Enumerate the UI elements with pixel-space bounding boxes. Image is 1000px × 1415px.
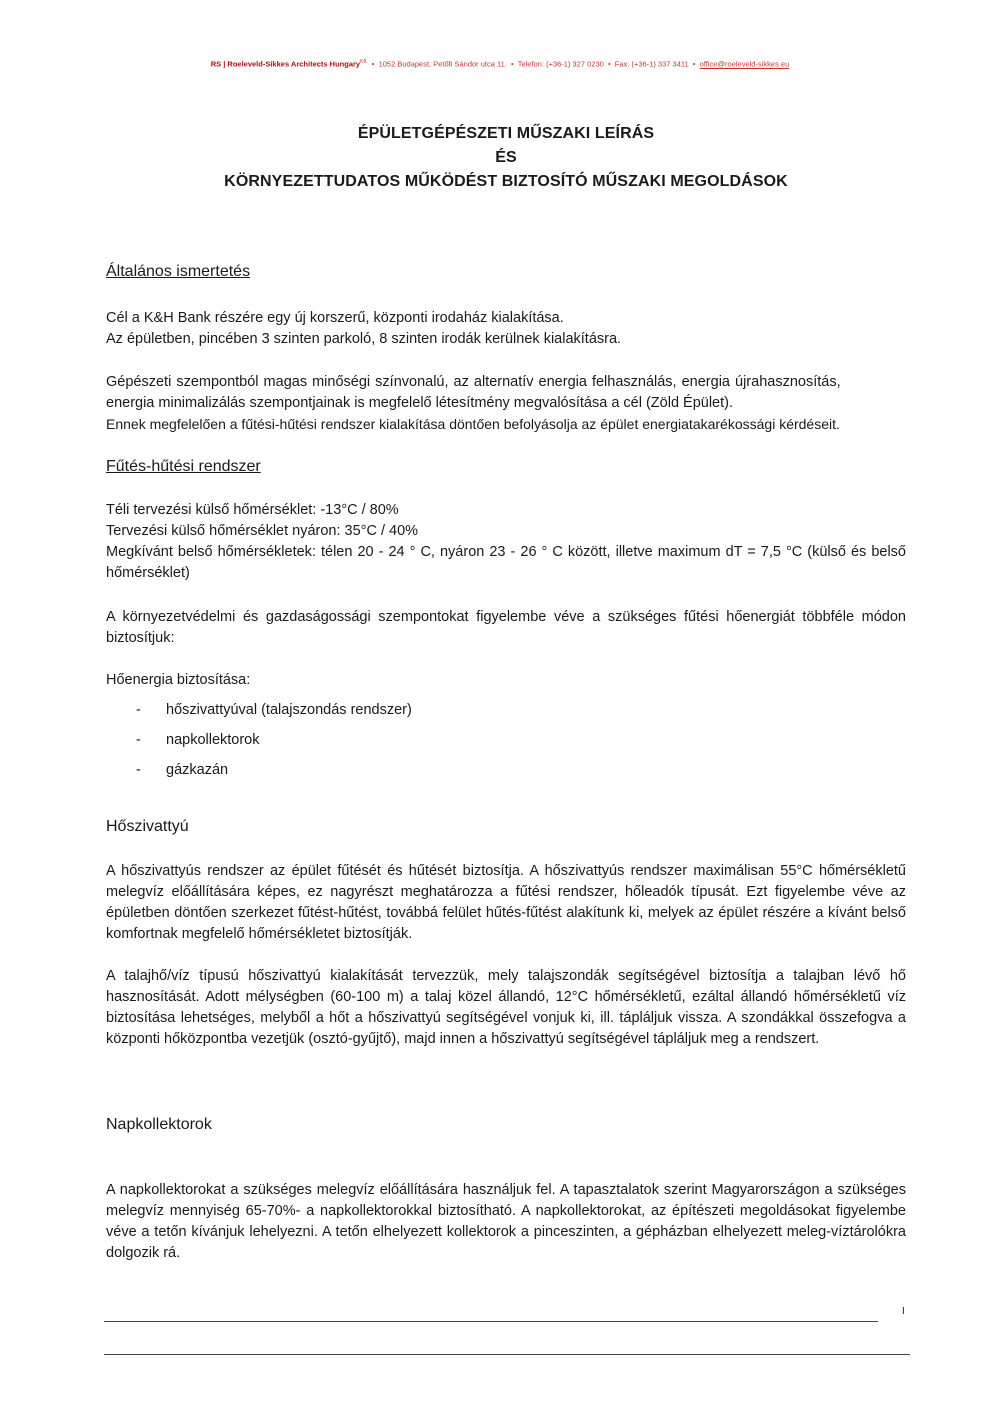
bullet-dash: -	[136, 702, 141, 718]
heatpump-paragraph-2: A talajhő/víz típusú hőszivattyú kialakítását tervezzük, mely talajszondák segítségével biztosítja a talajban lévő hő hasznosítását. Adott mélységben (60-100 m) a talaj közel állandó, 12°C hőmérsékletű, ezáltal állandó hőmérsékletű víz biztosítása lehetséges, melyből a hőt a hőszivattyú segítségével vonjuk ki, ill. tápláljuk vissza. A szondákkal összefogva a központi hőközpontba vezetjük (osztó-gyűjtő), majd innen a hőszivattyú segítségével tápláljuk meg a rendszert.	[106, 968, 906, 1047]
general-p2-line-1: Gépészeti szempontból magas minőségi színvonalú, az alternatív energia felhasználás, energia újrahasznosítás,	[106, 374, 841, 390]
title-line-2: ÉS	[495, 149, 517, 166]
list-item-text: hőszivattyúval (talajszondás rendszer)	[166, 702, 412, 718]
title-line-1: ÉPÜLETGÉPÉSZETI MŰSZAKI LEÍRÁS	[357, 125, 655, 142]
letterhead-brand-sup: Kft.	[360, 59, 368, 65]
heading-heating: Fűtés-hűtési rendszer	[106, 458, 261, 475]
list-item-text: napkollektorok	[166, 732, 260, 748]
footer-rule-lower	[104, 1354, 910, 1355]
list-item	[106, 730, 806, 760]
heading-general: Általános ismertetés	[106, 263, 251, 280]
bullet-dash: -	[136, 732, 141, 748]
footer-rule-upper	[104, 1321, 878, 1322]
general-p1-line-2: Az épületben, pincében 3 szinten parkoló, 8 szinten irodák kerülnek kialakításra.	[106, 331, 622, 347]
letterhead-phone: Telefon: (+36-1) 327 0230	[517, 59, 604, 69]
letterhead-brand: RS | Roeleveld-Sikkes Architects Hungary	[210, 59, 361, 69]
list-item-text: gázkazán	[166, 762, 229, 778]
heatpump-paragraph-1: A hőszivattyús rendszer az épület fűtését és hűtését biztosítja. A hőszivattyús rendszer maximálisan 55°C hőmérsékletű melegvíz előállítására képes, ez nagyrészt meghatározza a fűtési rendszer, hőleadók típusát. Ezt figyelembe véve az épületben döntően szerkezet fűtést-hűtést, továbbá felület hűtés-fűtést alakítunk ki, melyek az épület részére a kívánt belső komfortnak megfelelő hőmérsékletet biztosítják.	[106, 863, 906, 942]
list-item	[106, 760, 806, 790]
general-paragraph-2	[106, 372, 906, 435]
letterhead: RS | Roeleveld-Sikkes Architects Hungary$^{Kft.}$ • 1052 Budapest, Petőfi Sándor utca 11. • Telefon: (+36-1) 327 0230 • Fax: (+36-1) 337 3411 • office@roeleveld-sikkes.eu	[210, 59, 790, 69]
letterhead-address: 1052 Budapest, Petőfi Sándor utca 11.	[378, 59, 507, 69]
page-number: I	[902, 1306, 905, 1317]
heading-solar: Napkollektorok	[106, 1116, 212, 1133]
heating-supply-list	[106, 700, 806, 790]
document-title	[100, 122, 912, 194]
heating-line-1: Téli tervezési külső hőmérséklet: -13°C / 80%	[106, 502, 399, 518]
title-line-3: KÖRNYEZETTUDATOS MŰKÖDÉST BIZTOSÍTÓ MŰSZAKI MEGOLDÁSOK	[224, 173, 788, 190]
general-paragraph-1	[106, 308, 906, 350]
general-p1-line-1: Cél a K&H Bank részére egy új korszerű, központi irodaház kialakítása.	[106, 310, 564, 326]
heating-temps	[106, 500, 906, 542]
letterhead-fax: Fax: (+36-1) 337 3411	[614, 59, 689, 69]
heading-heatpump: Hőszivattyú	[106, 818, 189, 835]
heating-paragraph-2: A környezetvédelmi és gazdaságossági szempontokat figyelembe véve a szükséges fűtési hőenergiát többféle módon biztosítjuk:	[106, 609, 906, 646]
letterhead-email[interactable]: office@roeleveld-sikkes.eu	[699, 59, 790, 69]
heating-line-2: Tervezési külső hőmérséklet nyáron: 35°C / 40%	[106, 523, 419, 539]
general-p2-line-3: Ennek megfelelően a fűtési-hűtési rendszer kialakítása döntően befolyásolja az épület energiatakarékossági kérdéseit.	[106, 416, 840, 432]
heating-supply-label: Hőenergia biztosítása:	[106, 672, 251, 688]
general-p2-line-2: energia minimalizálás szempontjainak is megfelelő létesítmény megvalósítása a cél (Zöld Épület).	[106, 395, 734, 411]
heating-line-3: Megkívánt belső hőmérsékletek: télen 20 - 24 ° C, nyáron 23 - 26 ° C között, illetve maximum dT = 7,5 °C (külső és belső hőmérséklet)	[106, 544, 906, 581]
bullet-dash: -	[136, 762, 141, 778]
solar-paragraph-1: A napkollektorokat a szükséges melegvíz előállítására használjuk fel. A tapasztalatok szerint Magyarországon a szükséges melegvíz mennyiség 65-70%- a napkollektorokkal biztosítható. A napkollektorokat, az építészeti megoldásokat figyelembe véve a tetőn kívánjuk lehelyezni. A tetőn elhelyezett kollektorok a pinceszinten, a gépházban elhelyezett meleg-víztárolókra dolgozik rá.	[106, 1182, 906, 1261]
list-item	[106, 700, 806, 730]
